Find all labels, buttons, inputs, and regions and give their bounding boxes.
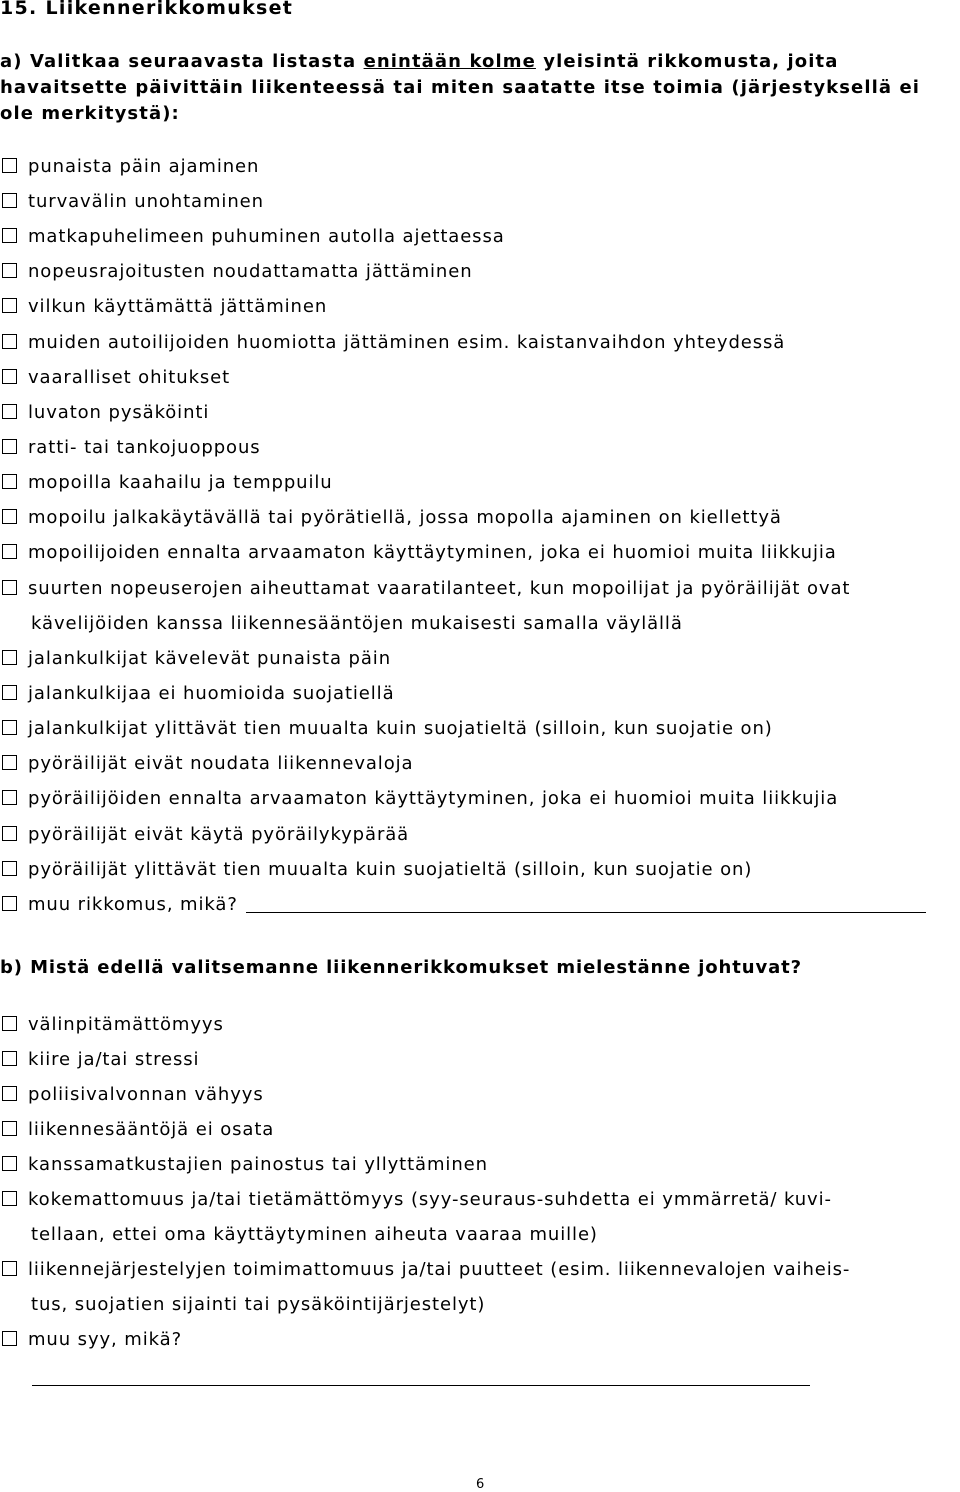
option-label: mopoilu jalkakäytävällä tai pyörätiellä, jossa mopolla ajaminen on kiellettyä [28,507,782,528]
option-label: muiden autoilijoiden huomiotta jättäminen esim. kaistanvaihdon yhteydessä [28,332,786,353]
option-a-8[interactable] [0,396,209,430]
checkbox[interactable] [2,650,17,665]
option-b-7-continuation: tus, suojatien sijainti tai pysäköintijärjestelyt) [31,1294,486,1315]
option-label: ratti- tai tankojuoppous [28,437,261,458]
checkbox[interactable] [2,474,17,489]
option-label: liikennesääntöjä ei osata [28,1119,275,1140]
option-a-12[interactable] [0,536,837,570]
option-label: muu rikkomus, mikä? [28,894,238,915]
option-b-other[interactable] [0,1323,182,1357]
checkbox[interactable] [2,1331,17,1346]
option-a-18[interactable] [0,782,838,816]
option-a-19[interactable] [0,818,409,852]
option-label: punaista päin ajaminen [28,156,260,177]
checkbox[interactable] [2,826,17,841]
checkbox[interactable] [2,755,17,770]
checkbox[interactable] [2,1086,17,1101]
section-heading: 15. Liikennerikkomukset [0,0,294,19]
intro-underlined-text: enintään kolme [363,51,536,72]
option-label: välinpitämättömyys [28,1014,224,1035]
checkbox[interactable] [2,544,17,559]
checkbox[interactable] [2,1051,17,1066]
page-number: 6 [476,1477,485,1492]
option-a-11[interactable] [0,501,782,535]
intro-text: a) Valitkaa seuraavasta listasta [0,51,364,72]
option-a-6[interactable] [0,326,785,360]
checkbox[interactable] [2,158,17,173]
option-label: pyöräilijöiden ennalta arvaamaton käyttäytyminen, joka ei huomioi muita liikkujia [28,788,839,809]
question-b-heading: b) Mistä edellä valitsemanne liikennerikkomukset mielestänne johtuvat? [0,957,803,978]
checkbox[interactable] [2,298,17,313]
option-b-4[interactable] [0,1113,274,1147]
option-label: luvaton pysäköinti [28,402,210,423]
option-label: jalankulkijaa ei huomioida suojatiellä [28,683,395,704]
checkbox[interactable] [2,1191,17,1206]
option-label: kiire ja/tai stressi [28,1049,200,1070]
option-a-14[interactable] [0,642,391,676]
option-a-other[interactable] [0,888,926,922]
option-label: vilkun käyttämättä jättäminen [28,296,328,317]
checkbox[interactable] [2,263,17,278]
checkbox[interactable] [2,896,17,911]
option-label: muu syy, mikä? [28,1329,183,1350]
option-a-13[interactable] [0,572,850,606]
checkbox[interactable] [2,1156,17,1171]
option-label: nopeusrajoitusten noudattamatta jättäminen [28,261,473,282]
question-a-intro [0,49,950,127]
option-a-10[interactable] [0,466,333,500]
checkbox[interactable] [2,685,17,700]
checkbox[interactable] [2,439,17,454]
option-b-6-continuation: tellaan, ettei oma käyttäytyminen aiheuta vaaraa muille) [31,1224,598,1245]
option-b-3[interactable] [0,1078,264,1112]
option-a-13-continuation: kävelijöiden kanssa liikennesääntöjen mukaisesti samalla väylällä [31,613,683,634]
option-label: turvavälin unohtaminen [28,191,264,212]
other-reason-answer-line[interactable] [32,1385,810,1386]
option-label: pyöräilijät eivät käytä pyöräilykypärää [28,824,410,845]
option-b-1[interactable] [0,1008,224,1042]
option-a-9[interactable] [0,431,261,465]
option-label: pyöräilijät eivät noudata liikennevaloja [28,753,414,774]
option-a-15[interactable] [0,677,395,711]
checkbox[interactable] [2,334,17,349]
option-b-7[interactable] [0,1253,850,1287]
option-label: liikennejärjestelyjen toimimattomuus ja/tai puutteet (esim. liikennevalojen vaiheis- [28,1259,851,1280]
checkbox[interactable] [2,509,17,524]
option-label: poliisivalvonnan vähyys [28,1084,264,1105]
option-a-4[interactable] [0,255,473,289]
option-label: jalankulkijat ylittävät tien muualta kuin suojatieltä (silloin, kun suojatie on) [28,718,773,739]
option-label: pyöräilijät ylittävät tien muualta kuin suojatieltä (silloin, kun suojatie on) [28,859,753,880]
checkbox[interactable] [2,580,17,595]
checkbox[interactable] [2,404,17,419]
option-a-2[interactable] [0,185,264,219]
option-label: mopoilijoiden ennalta arvaamaton käyttäytyminen, joka ei huomioi muita liikkujia [28,542,837,563]
option-a-20[interactable] [0,853,752,887]
checkbox[interactable] [2,861,17,876]
checkbox[interactable] [2,790,17,805]
option-a-3[interactable] [0,220,505,254]
checkbox[interactable] [2,1016,17,1031]
checkbox[interactable] [2,193,17,208]
option-b-6[interactable] [0,1183,832,1217]
checkbox[interactable] [2,1121,17,1136]
other-answer-line[interactable] [246,894,926,913]
option-a-16[interactable] [0,712,773,746]
option-a-1[interactable] [0,150,259,184]
option-label: kokemattomuus ja/tai tietämättömyys (syy-seuraus-suhdetta ei ymmärretä/ kuvi- [28,1189,832,1210]
option-b-5[interactable] [0,1148,488,1182]
option-label: jalankulkijat kävelevät punaista päin [28,648,392,669]
checkbox[interactable] [2,1261,17,1276]
checkbox[interactable] [2,228,17,243]
option-a-7[interactable] [0,361,230,395]
option-a-17[interactable] [0,747,413,781]
option-label: mopoilla kaahailu ja temppuilu [28,472,333,493]
option-a-5[interactable] [0,290,327,324]
option-b-2[interactable] [0,1043,199,1077]
checkbox[interactable] [2,720,17,735]
option-label: suurten nopeuserojen aiheuttamat vaaratilanteet, kun mopoilijat ja pyöräilijät ovat [28,578,851,599]
option-label: matkapuhelimeen puhuminen autolla ajettaessa [28,226,505,247]
option-label: vaaralliset ohitukset [28,367,231,388]
checkbox[interactable] [2,369,17,384]
intro-text-end: yleisintä rikkomusta, joita havaitsette päivittäin liikenteessä tai miten saatatte itse toimia (järjestyksellä ei ole merkitystä): [0,51,921,124]
option-label: kanssamatkustajien painostus tai yllyttäminen [28,1154,488,1175]
